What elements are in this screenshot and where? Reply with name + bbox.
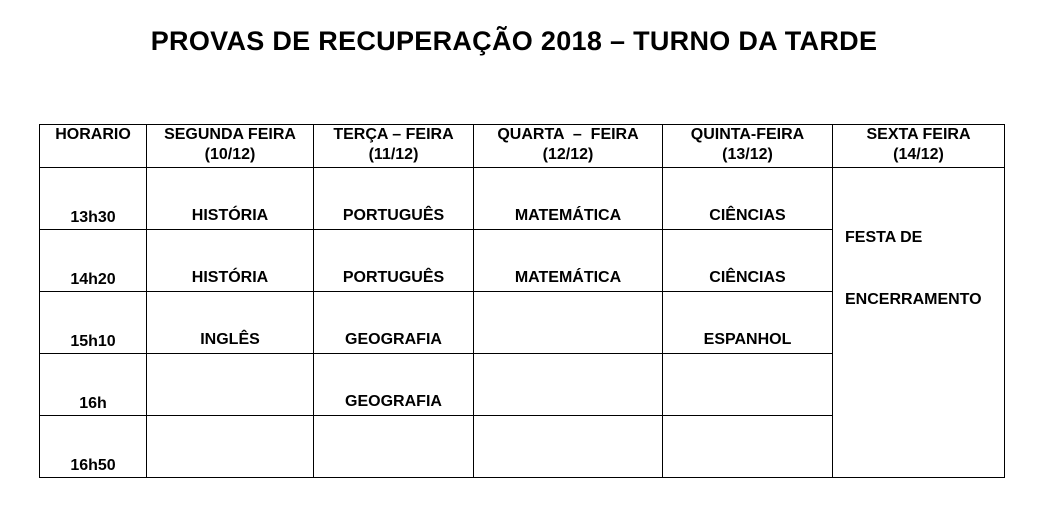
header-monday — [147, 125, 314, 168]
time-cell: 13h30 — [40, 168, 147, 230]
tuesday-cell: GEOGRAFIA — [314, 354, 474, 416]
festa-line-1: FESTA DE — [845, 229, 923, 246]
monday-cell — [147, 416, 314, 478]
time-cell: 15h10 — [40, 292, 147, 354]
page-title: PROVAS DE RECUPERAÇÃO 2018 – TURNO DA TARDE — [150, 26, 878, 56]
wednesday-cell — [474, 354, 663, 416]
header-thursday — [663, 125, 833, 168]
time-cell: 16h — [40, 354, 147, 416]
header-date: (13/12) — [722, 146, 773, 163]
header-date: (12/12) — [542, 146, 594, 163]
wednesday-cell — [474, 292, 663, 354]
thursday-cell — [663, 354, 833, 416]
monday-cell: INGLÊS — [147, 292, 314, 354]
table-row — [40, 168, 1005, 230]
time-cell: 16h50 — [40, 416, 147, 478]
header-date: (10/12) — [204, 146, 256, 163]
wednesday-cell: MATEMÁTICA — [474, 230, 663, 292]
header-date: (14/12) — [893, 146, 944, 163]
header-date: (11/12) — [368, 146, 419, 163]
thursday-cell: ESPANHOL — [663, 292, 833, 354]
friday-festa-cell — [833, 168, 1005, 478]
festa-line-2: ENCERRAMENTO — [845, 291, 982, 308]
exam-schedule-table — [39, 124, 1005, 478]
thursday-cell: CIÊNCIAS — [663, 230, 833, 292]
tuesday-cell: GEOGRAFIA — [314, 292, 474, 354]
header-label: SEGUNDA FEIRA — [164, 126, 296, 143]
tuesday-cell: PORTUGUÊS — [314, 230, 474, 292]
monday-cell: HISTÓRIA — [147, 230, 314, 292]
header-label: HORARIO — [55, 126, 131, 143]
time-cell: 14h20 — [40, 230, 147, 292]
tuesday-cell — [314, 416, 474, 478]
wednesday-cell: MATEMÁTICA — [474, 168, 663, 230]
thursday-cell — [663, 416, 833, 478]
monday-cell — [147, 354, 314, 416]
header-horario — [40, 125, 147, 168]
monday-cell: HISTÓRIA — [147, 168, 314, 230]
header-tuesday — [314, 125, 474, 168]
header-row — [40, 125, 1005, 168]
header-label: QUARTA – FEIRA — [497, 126, 639, 143]
tuesday-cell: PORTUGUÊS — [314, 168, 474, 230]
wednesday-cell — [474, 416, 663, 478]
header-friday — [833, 125, 1005, 168]
header-label: SEXTA FEIRA — [866, 126, 971, 143]
header-label: QUINTA-FEIRA — [690, 126, 805, 143]
thursday-cell: CIÊNCIAS — [663, 168, 833, 230]
header-wednesday — [474, 125, 663, 168]
header-label: TERÇA – FEIRA — [333, 126, 454, 143]
